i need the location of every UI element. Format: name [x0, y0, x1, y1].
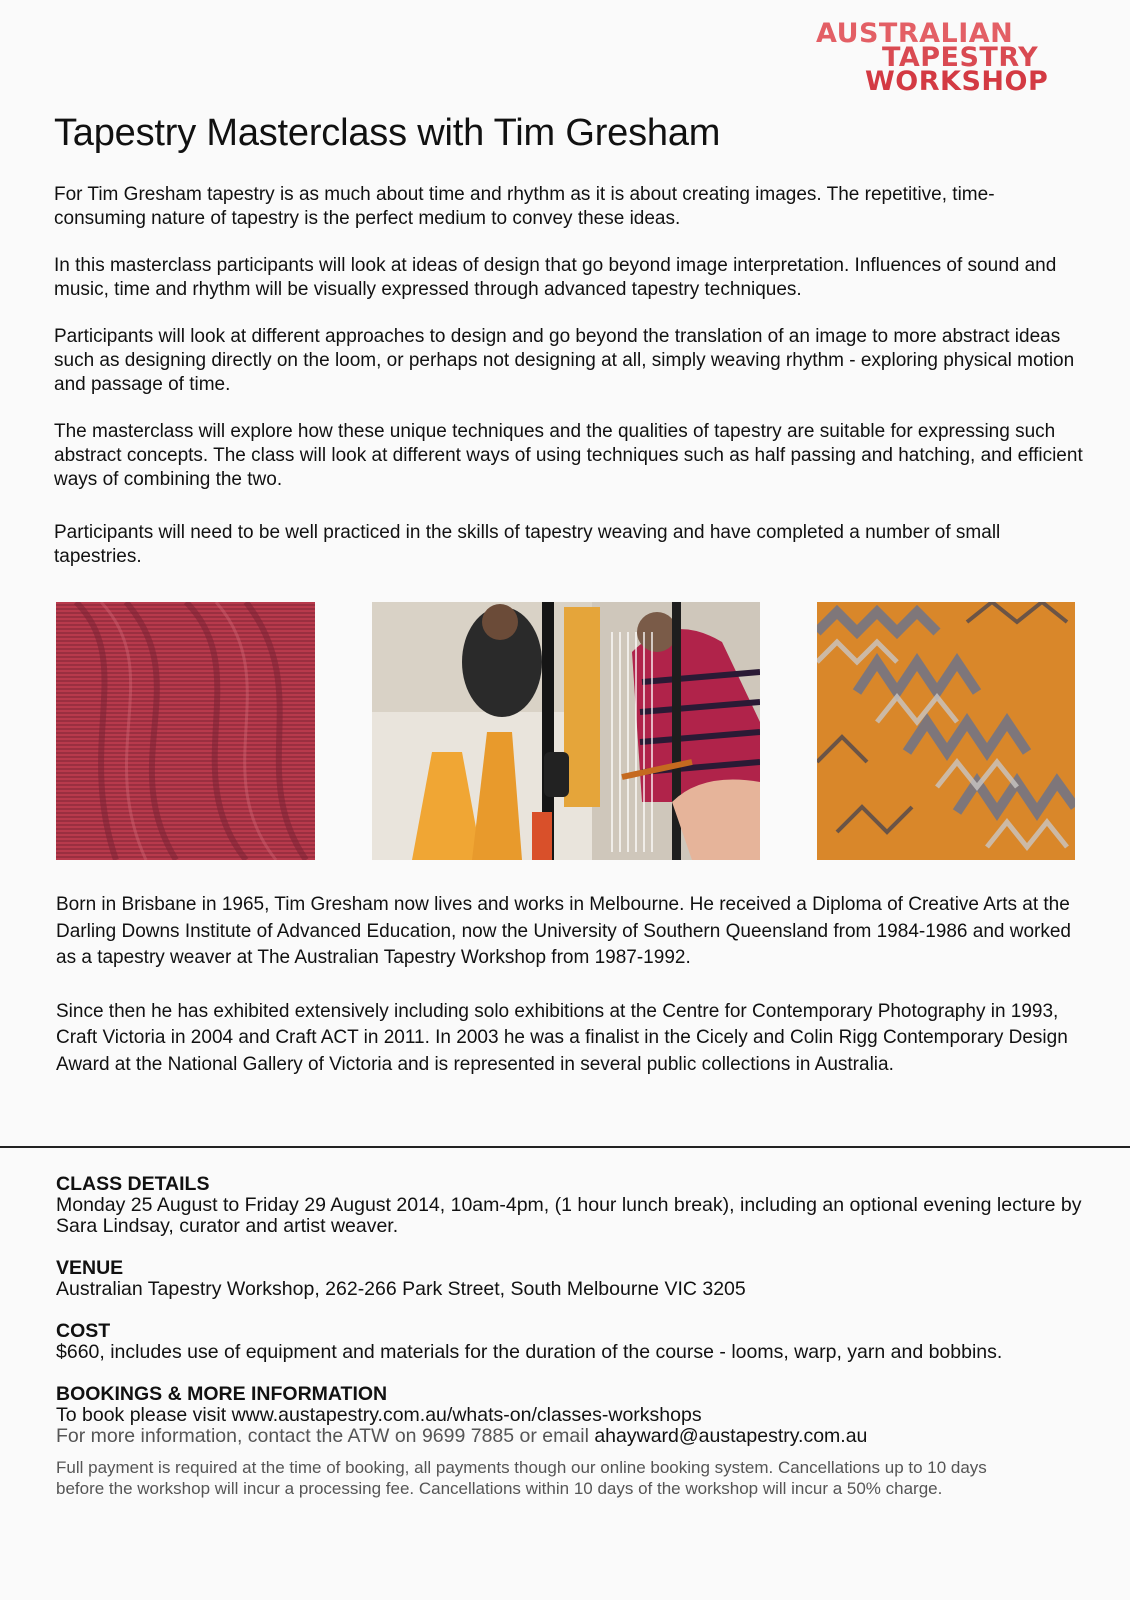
venue-heading: VENUE — [56, 1257, 124, 1279]
bio-paragraph-1: Born in Brisbane in 1965, Tim Gresham now lives and works in Melbourne. He received a Diploma of Creative Arts at the Darling Downs Institute of Advanced Education, now the University of Southern Queensland from 1984-1986 and worked as a tapestry weaver at The Australian Tapestry Workshop from 1987-1992. — [56, 894, 1071, 968]
class-details-section — [56, 1174, 1086, 1237]
logo-line-1: AUSTRALIAN — [816, 18, 1014, 49]
tapestry-image-orange — [817, 602, 1075, 860]
intro-paragraph-4: The masterclass will explore how these unique techniques and the qualities of tapestry are suitable for expressing such abstract concepts. The class will look at different ways of using techniques such as half passing and hatching, and efficient ways of combining the two. — [54, 421, 1083, 490]
cost-text: $660, includes use of equipment and materials for the duration of the course - looms, warp, yarn and bobbins. — [56, 1341, 1003, 1363]
loom-workshop-image — [372, 602, 760, 860]
tapestry-image-red — [56, 602, 315, 860]
class-details — [56, 1174, 1086, 1499]
venue-section — [56, 1258, 1086, 1300]
atw-logo — [812, 18, 1082, 97]
contact-email[interactable]: ahayward@austapestry.com.au — [594, 1425, 868, 1447]
intro-paragraph-3: Participants will look at different approaches to design and go beyond the translation of an image to more abstract ideas such as designing directly on the loom, or perhaps not designing at all, simply weaving rhythm - exploring physical motion and passage of time. — [54, 326, 1075, 395]
more-info-line — [56, 1426, 1086, 1447]
bookings-heading: BOOKINGS & MORE INFORMATION — [56, 1383, 388, 1405]
page-title: Tapestry Masterclass with Tim Gresham — [54, 112, 721, 154]
logo-line-2: TAPESTRY — [882, 42, 1039, 73]
intro-paragraph-1: For Tim Gresham tapestry is as much about time and rhythm as it is about creating images. The repetitive, time-consuming nature of tapestry is the perfect medium to convey these ideas. — [54, 184, 995, 229]
venue-text: Australian Tapestry Workshop, 262-266 Park Street, South Melbourne VIC 3205 — [56, 1278, 746, 1300]
intro-paragraph-5: Participants will need to be well practiced in the skills of tapestry weaving and have completed a number of small tapestries. — [54, 522, 1001, 567]
artist-bio — [56, 892, 1086, 1105]
intro-paragraph-2: In this masterclass participants will look at ideas of design that go beyond image interpretation. Influences of sound and music, time and rhythm will be visually expressed through advanced tapestry techniques. — [54, 255, 1057, 300]
section-divider — [0, 1146, 1130, 1148]
cost-section — [56, 1321, 1086, 1363]
photo-strip — [56, 602, 1074, 860]
bookings-section — [56, 1384, 1086, 1447]
logo-line-3: WORKSHOP — [865, 66, 1049, 97]
class-details-text: Monday 25 August to Friday 29 August 2014, 10am-4pm, (1 hour lunch break), including an optional evening lecture by Sara Lindsay, curator and artist weaver. — [56, 1194, 1082, 1237]
class-details-heading: CLASS DETAILS — [56, 1173, 210, 1195]
cost-heading: COST — [56, 1320, 111, 1342]
bio-paragraph-2: Since then he has exhibited extensively including solo exhibitions at the Centre for Contemporary Photography in 1993, Craft Victoria in 2004 and Craft ACT in 2011. In 2003 he was a finalist in the Cicely and Colin Rigg Contemporary Design Award at the National Gallery of Victoria and is represented in several public collections in Australia. — [56, 1000, 1068, 1075]
payment-fine-print: Full payment is required at the time of booking, all payments though our online booking system. Cancellations up to 10 days before the workshop will incur a processing fee. Cancellations within 10 days of the workshop will incur a 50% charge. — [56, 1458, 987, 1498]
intro-text — [54, 183, 1084, 592]
bookings-text: To book please visit www.austapestry.com.au/whats-on/classes-workshops — [56, 1404, 702, 1426]
more-info-text: For more information, contact the ATW on 9699 7885 or email — [56, 1425, 589, 1447]
